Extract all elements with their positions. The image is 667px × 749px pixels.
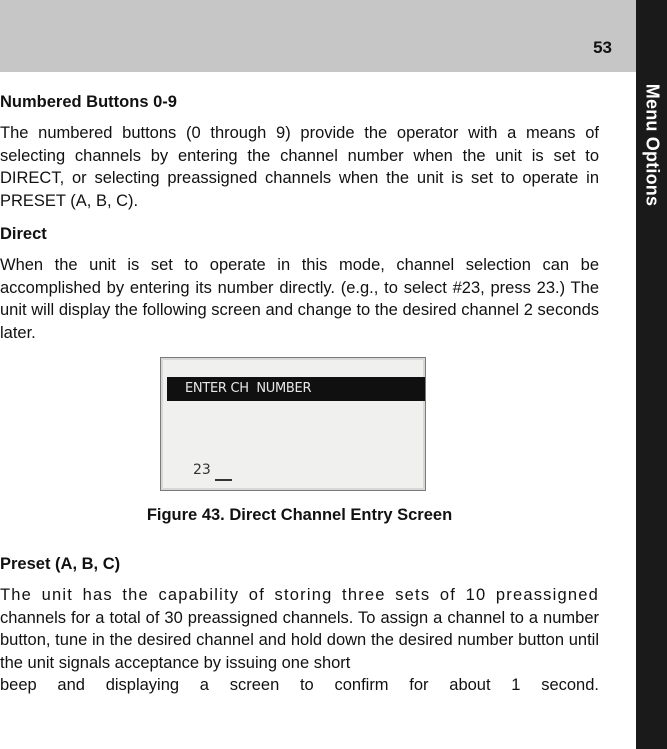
page-number: 53 — [593, 38, 612, 57]
section-body-numbered-buttons: The numbered buttons (0 through 9) provide the operator with a means of selecting channels by entering the channel number when the unit is set to DIRECT, or selecting preassigned channels when the unit is set to operate in PRESET (A, B, C). — [0, 124, 599, 210]
lcd-cursor — [215, 479, 232, 481]
section-heading-preset: Preset (A, B, C) — [0, 555, 121, 573]
preset-last-line: beep and displaying a screen to confirm for about 1 second. — [0, 676, 599, 694]
section-body-preset — [0, 584, 599, 697]
preset-line-1: The unit has the capability of storing three sets of 10 preassigned — [0, 586, 599, 604]
side-tab — [636, 0, 667, 749]
preset-body-rest: channels for a total of 30 preassigned channels. To assign a channel to a number button, tune in the desired channel and hold down the desired number button until the unit signals acceptance by issuing one short — [0, 608, 599, 672]
direct-channel-entry-screen — [160, 357, 426, 491]
figure-caption: Figure 43. Direct Channel Entry Screen — [146, 506, 453, 524]
section-heading-direct: Direct — [0, 225, 47, 243]
header-bar — [0, 0, 636, 72]
lcd-header-bar — [167, 377, 425, 401]
section-body-direct: When the unit is set to operate in this mode, channel selection can be accomplished by entering its number directly. (e.g., to select #23, press 23.) The unit will display the following screen and change to the desired channel 2 seconds later. — [0, 256, 599, 342]
lcd-channel-value: 23 — [193, 462, 211, 478]
side-tab-label: Menu Options — [642, 83, 662, 207]
main-content-top — [0, 91, 599, 355]
lcd-header-text: ENTER CH NUMBER — [185, 381, 312, 396]
main-content-bottom — [0, 553, 599, 697]
section-heading-numbered-buttons: Numbered Buttons 0-9 — [0, 93, 177, 111]
